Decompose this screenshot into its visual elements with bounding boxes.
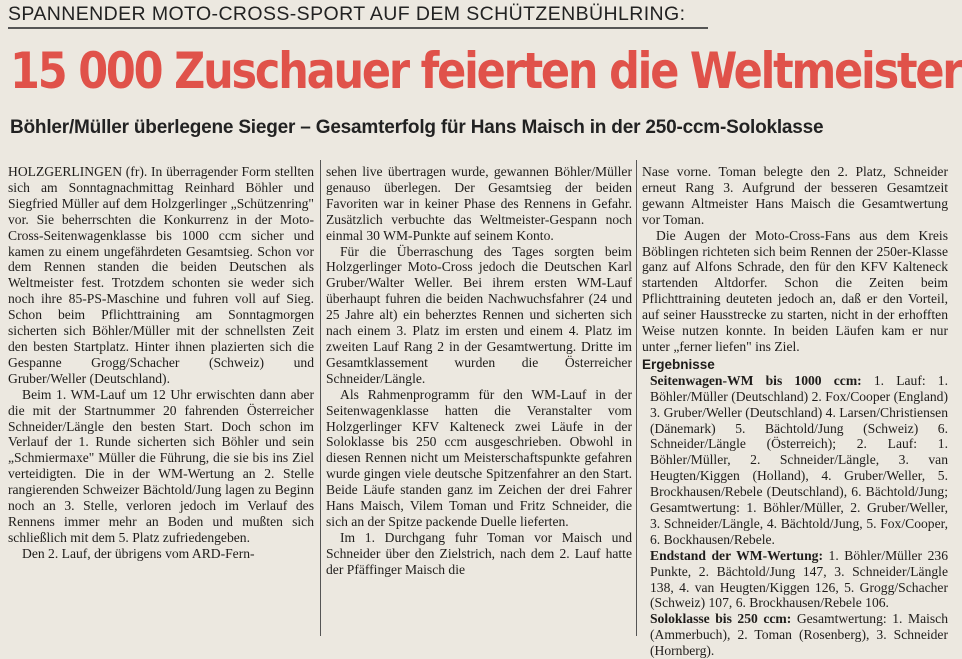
paragraph: HOLZGERLINGEN (fr). In überragender Form stellten sich am Sonntagnachmittag Reinhard Böhler und Siegfried Müller auf dem Holzgerlinger „Schützenring" vor. Sie beherrschten die Konkurrenz in der Moto-Cross-Seitenwagenklasse bis 1000 ccm sicher und kamen zu einem ungefährdeten Gesamtsieg. Schon vor dem Rennen standen die beiden Deutschen als Weltmeister fest. Trotzdem schonten sie weder sich noch ihre 85-PS-Maschine und fuhren voll auf Sieg. Schon beim Pflichttraining am Sonntagmorgen sicherten sich Böhler/Müller mit der schnellsten Zeit den besten Startplatz. Hinter ihnen plazierten sich die Gespanne Grogg/Schacher (Schweiz) und Gruber/Weller (Deutschland). bbox=[8, 164, 314, 386]
paragraph: Die Augen der Moto-Cross-Fans aus dem Kreis Böblingen richteten sich beim Rennen der 250er-Klasse ganz auf Alfons Schrade, den für den KFV Kalteneck startenden Altdorfer. Schon die Zeiten beim Pflichttraining deuteten jedoch an, daß er den Vorteil, auf seiner Hausstrecke zu starten, nicht in der erhofften Weise nutzen konnte. In beiden Läufen kam er nur unter „ferner liefen" ins Ziel. bbox=[642, 227, 948, 354]
article-column-2 bbox=[326, 164, 632, 634]
result-category: Endstand der WM-Wertung: bbox=[650, 547, 823, 563]
paragraph: Beim 1. WM-Lauf um 12 Uhr erwischten dann aber die mit der Startnummer 20 fahrenden Österreicher Schneider/Längle den besten Start. Doch schon im Verlauf der 1. Runde sicherten sich Böhler und sein „Schmiermaxe" Müller die Führung, die sie bis ins Ziel verteidigten. Die in der WM-Wertung an 2. Stelle rangierenden Schweizer Bächtold/Jung lagen zu Beginn noch an 3. Stelle, verloren jedoch im Verlauf des Rennens immer mehr an Boden und mußten sich schließlich mit dem 5. Platz zufriedengeben. bbox=[8, 386, 314, 545]
result-block bbox=[642, 548, 948, 612]
paragraph: sehen live übertragen wurde, gewannen Böhler/Müller genauso überlegen. Der Gesamtsieg der beiden Favoriten war in keiner Phase des Rennens in Gefahr. Zusätzlich verbuchte das Weltmeister-Gespann noch einmal 30 WM-Punkte auf seinem Konto. bbox=[326, 164, 632, 243]
paragraph: Als Rahmenprogramm für den WM-Lauf in der Seitenwagenklasse hatten die Veranstalter vom Holzgerlinger KFV Kalteneck zwei Läufe in der Soloklasse bis 250 ccm ausgeschrieben. Obwohl in diesen Rennen nicht um Meisterschaftspunkte gefahren wurde gingen viele deutsche Spitzenfahrer an den Start. Beide Läufe standen ganz im Zeichen der drei Fahrer Hans Maisch, Vilem Toman und Fritz Schneider, die sich an der Spitze packende Duelle lieferten. bbox=[326, 386, 632, 529]
result-text: 1. Böhler/Müller 236 Punkte, 2. Bächtold/Jung 147, 3. Schneider/Längle 138, 4. van Heugten/Kiggen 126, 5. Grogg/Schacher (Schweiz) 107, 6. Brockhausen/Rebele 106. bbox=[650, 547, 949, 611]
kicker: SPANNENDER MOTO-CROSS-SPORT AUF DEM SCHÜTZENBÜHLRING: bbox=[8, 3, 708, 29]
result-block bbox=[642, 611, 948, 659]
subheadline: Böhler/Müller überlegene Sieger – Gesamterfolg für Hans Maisch in der 250-ccm-Soloklasse bbox=[10, 117, 824, 138]
headline: 15 000 Zuschauer feierten die Weltmeister bbox=[10, 43, 962, 101]
paragraph: Im 1. Durchgang fuhr Toman vor Maisch und Schneider über den Zielstrich, nach dem 2. Lauf hatte der Pfäffinger Maisch die bbox=[326, 529, 632, 577]
paragraph: Für die Überraschung des Tages sorgten beim Holzgerlinger Moto-Cross jedoch die Deutschen Karl Gruber/Walter Weller. Bei ihrem ersten WM-Lauf überhaupt fuhren die beiden Nachwuchsfahrer (24 und 25 Jahre alt) ein beherztes Rennen und sicherten sich nach einem 3. Platz im ersten und einem 4. Platz im zweiten Lauf Rang 2 in der Gesamtwertung. Dritte im Gesamtklassement wurden die Österreicher Schneider/Längle. bbox=[326, 243, 632, 386]
article-column-3 bbox=[642, 164, 949, 659]
results-heading: Ergebnisse bbox=[642, 356, 715, 372]
result-text: 1. Lauf: 1. Böhler/Müller (Deutschland) 2. Fox/Cooper (England) 3. Gruber/Weller (Deutschland) 4. Larsen/Christiensen (Dänemark) 5. Bächtold/Jung (Schweiz) 6. Schneider/Längle (Österreich); 2. Lauf: 1. Böhler/Müller, 2. Schneider/Längle, 3. van Heugten/Kiggen (Holland), 4. Gruber/Weller, 5. Brockhausen/Rebele (Deutschland), 6. Bächtold/Jung; Gesamtwertung: 1. Böhler/Müller, 2. Gruber/Weller, 3. Schneider/Längle, 4. Bächtold/Jung, 5. Fox/Cooper, 6. Bockhausen/Rebele. bbox=[650, 372, 948, 547]
article-column-1 bbox=[8, 164, 314, 634]
column-rule bbox=[320, 160, 321, 636]
results-list bbox=[642, 373, 948, 659]
result-category: Soloklasse bis 250 ccm: bbox=[650, 611, 792, 627]
result-text: Gesamtwertung: 1. Maisch (Ammerbuch), 2. Toman (Rosenberg), 3. Schneider (Hornberg). bbox=[650, 611, 948, 659]
result-block bbox=[642, 373, 948, 548]
result-category: Seitenwagen-WM bis 1000 ccm: bbox=[650, 372, 862, 388]
paragraph: Den 2. Lauf, der übrigens vom ARD-Fern- bbox=[22, 545, 255, 561]
paragraph: Nase vorne. Toman belegte den 2. Platz, Schneider erneut Rang 3. Aufgrund der besseren Gesamtzeit gewann Altmeister Hans Maisch die Gesamtwertung vor Toman. bbox=[642, 164, 948, 227]
column-rule bbox=[636, 160, 637, 636]
